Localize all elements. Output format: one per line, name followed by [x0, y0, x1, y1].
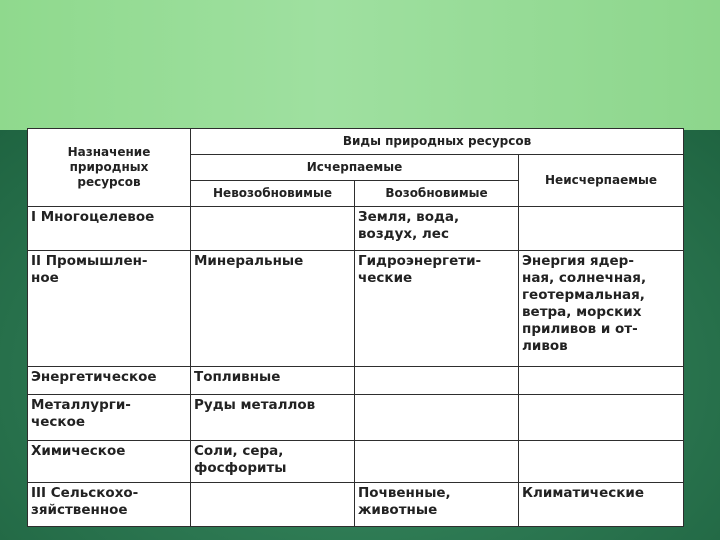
cell-purpose: Энергетическое	[28, 367, 191, 395]
cell-inexhaustible: Климатические	[519, 483, 684, 527]
resource-table-sheet	[27, 128, 683, 526]
cell-inexhaustible	[519, 207, 684, 251]
table-row	[28, 483, 684, 527]
cell-nonrenewable: Минеральные	[191, 251, 355, 367]
cell-nonrenewable: Топливные	[191, 367, 355, 395]
cell-renewable: Земля, вода, воздух, лес	[355, 207, 519, 251]
cell-nonrenewable	[191, 483, 355, 527]
header-nonrenewable: Невозобновимые	[191, 181, 355, 207]
cell-renewable	[355, 395, 519, 441]
cell-nonrenewable: Руды металлов	[191, 395, 355, 441]
header-resource-types: Виды природных ресурсов	[191, 129, 684, 155]
table-row	[28, 251, 684, 367]
header-purpose: Назначение природных ресурсов	[28, 129, 191, 207]
header-exhaustible: Исчерпаемые	[191, 155, 519, 181]
table-row	[28, 395, 684, 441]
header-inexhaustible: Неисчерпаемые	[519, 155, 684, 207]
table-row	[28, 441, 684, 483]
table-row	[28, 207, 684, 251]
cell-purpose: Химическое	[28, 441, 191, 483]
cell-inexhaustible	[519, 367, 684, 395]
header-renewable: Возобновимые	[355, 181, 519, 207]
cell-inexhaustible	[519, 441, 684, 483]
cell-inexhaustible	[519, 395, 684, 441]
background-top	[0, 0, 720, 130]
cell-renewable	[355, 367, 519, 395]
cell-inexhaustible: Энергия ядер- ная, солнечная, геотермальная, ветра, морских приливов и от- ливов	[519, 251, 684, 367]
cell-renewable: Почвенные, животные	[355, 483, 519, 527]
cell-purpose: II Промышлен- ное	[28, 251, 191, 367]
cell-purpose: Металлурги- ческое	[28, 395, 191, 441]
cell-renewable: Гидроэнергети- ческие	[355, 251, 519, 367]
cell-purpose: III Сельскохо- зяйственное	[28, 483, 191, 527]
cell-renewable	[355, 441, 519, 483]
resource-table	[27, 128, 684, 527]
cell-nonrenewable: Соли, сера, фосфориты	[191, 441, 355, 483]
table-row	[28, 367, 684, 395]
cell-nonrenewable	[191, 207, 355, 251]
cell-purpose: I Многоцелевое	[28, 207, 191, 251]
